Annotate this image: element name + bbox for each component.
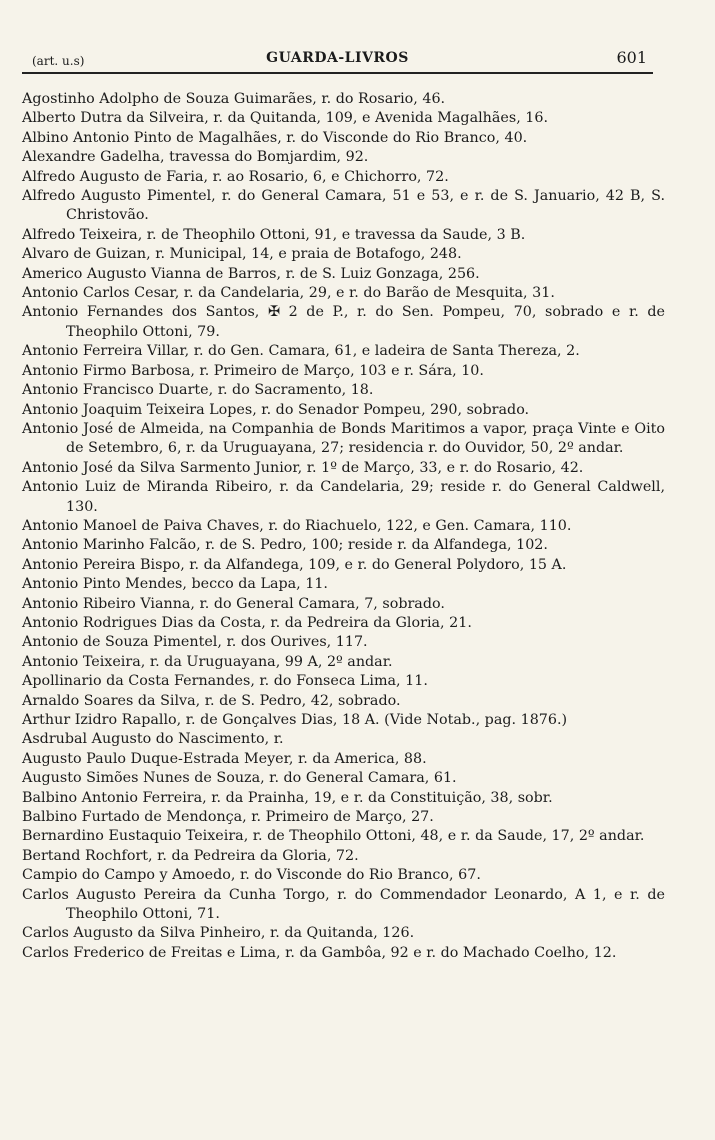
list-item: Antonio Pinto Mendes, becco da Lapa, 11. [22, 576, 328, 593]
list-item: Asdrubal Augusto do Nascimento, r. [22, 731, 284, 748]
list-item: Agostinho Adolpho de Souza Guimarães, r. do Rosario, 46. [22, 91, 446, 107]
section-reference: (art. u.s) [32, 54, 85, 68]
list-item: Antonio Rodrigues Dias da Costa, r. da Pedreira da Gloria, 21. [22, 614, 472, 631]
list-item: Augusto Simões Nunes de Souza, r. do General Camara, 61. [22, 770, 457, 787]
list-item: Carlos Frederico de Freitas e Lima, r. da Gambôa, 92 e r. do Machado Coelho, 12. [22, 944, 617, 961]
list-item: Antonio Ferreira Villar, r. do Gen. Camara, 61, e ladeira de Santa Thereza, 2. [22, 343, 580, 360]
list-item: Balbino Antonio Ferreira, r. da Prainha, 19, e r. da Constituição, 38, sobr. [22, 789, 553, 806]
list-item: Antonio Pereira Bispo, r. da Alfandega, 109, e r. do General Polydoro, 15 A. [22, 556, 567, 573]
list-item: Antonio Firmo Barbosa, r. Primeiro de Março, 103 e r. Sára, 10. [22, 362, 484, 379]
list-item: Antonio Carlos Cesar, r. da Candelaria, 29, e r. do Barão de Mesquita, 31. [22, 285, 555, 302]
list-item: Antonio José da Silva Sarmento Junior, r. 1º de Março, 33, e r. do Rosario, 42. [22, 459, 584, 476]
list-item: Albino Antonio Pinto de Magalhães, r. do Visconde do Rio Branco, 40. [22, 129, 528, 146]
list-item: Arnaldo Soares da Silva, r. de S. Pedro, 42, sobrado. [22, 692, 401, 709]
list-item: Antonio Francisco Duarte, r. do Sacramento, 18. [22, 382, 374, 399]
list-item: Bernardino Eustaquio Teixeira, r. de Theophilo Ottoni, 48, e r. da Saude, 17, 2º andar. [22, 828, 645, 845]
list-item: Alberto Dutra da Silveira, r. da Quitanda, 109, e Avenida Magalhães, 16. [22, 110, 549, 127]
list-item: Antonio Joaquim Teixeira Lopes, r. do Senador Pompeu, 290, sobrado. [22, 401, 530, 418]
page-number: 601 [616, 48, 647, 67]
list-item: Antonio José de Almeida, na Companhia de Bonds Maritimos a vapor, praça Vinte e Oito de Setembro, 6, r. da Uruguayana, 27; residencia r. do Ouvidor, 50, 2º andar. [22, 420, 665, 457]
list-item: Campio do Campo y Amoedo, r. do Visconde do Rio Branco, 67. [22, 867, 481, 884]
list-item: Balbino Furtado de Mendonça, r. Primeiro de Março, 27. [22, 809, 434, 826]
list-item: Alfredo Augusto Pimentel, r. do General Camara, 51 e 53, e r. de S. Januario, 42 B, S. Christovão. [22, 188, 665, 224]
list-item: Apollinario da Costa Fernandes, r. do Fonseca Lima, 11. [22, 673, 428, 690]
list-item: Carlos Augusto Pereira da Cunha Torgo, r. do Commendador Leonardo, A 1, e r. de Theophilo Ottoni, 71. [22, 886, 665, 923]
list-item: Antonio de Souza Pimentel, r. dos Ourives, 117. [22, 634, 368, 651]
list-item: Antonio Teixeira, r. da Uruguayana, 99 A, 2º andar. [22, 653, 393, 670]
list-item: Alfredo Teixeira, r. de Theophilo Ottoni, 91, e travessa da Saude, 3 B. [22, 226, 526, 243]
list-item: Arthur Izidro Rapallo, r. de Gonçalves Dias, 18 A. (Vide Notab., pag. 1876.) [22, 712, 568, 728]
page-header [22, 50, 653, 74]
list-item: Americo Augusto Vianna de Barros, r. de S. Luiz Gonzaga, 256. [22, 265, 480, 282]
list-item: Antonio Fernandes dos Santos, ✠ 2 de P., r. do Sen. Pompeu, 70, sobrado e r. de Theophilo Ottoni, 79. [22, 304, 665, 340]
entry-list [22, 90, 665, 963]
list-item: Alvaro de Guizan, r. Municipal, 14, e praia de Botafogo, 248. [22, 246, 462, 263]
list-item: Alexandre Gadelha, travessa do Bomjardim, 92. [22, 149, 369, 166]
list-item: Antonio Ribeiro Vianna, r. do General Camara, 7, sobrado. [22, 595, 445, 612]
section-title: GUARDA-LIVROS [266, 50, 409, 66]
list-item: Antonio Luiz de Miranda Ribeiro, r. da Candelaria, 29; reside r. do General Caldwell, 130. [22, 479, 665, 515]
list-item: Antonio Manoel de Paiva Chaves, r. do Riachuelo, 122, e Gen. Camara, 110. [22, 517, 572, 534]
list-item: Alfredo Augusto de Faria, r. ao Rosario, 6, e Chichorro, 72. [22, 168, 449, 185]
list-item: Carlos Augusto da Silva Pinheiro, r. da Quitanda, 126. [22, 925, 415, 942]
list-item: Bertand Rochfort, r. da Pedreira da Gloria, 72. [22, 847, 359, 864]
list-item: Augusto Paulo Duque-Estrada Meyer, r. da America, 88. [22, 750, 427, 767]
list-item: Antonio Marinho Falcão, r. de S. Pedro, 100; reside r. da Alfandega, 102. [22, 537, 548, 554]
